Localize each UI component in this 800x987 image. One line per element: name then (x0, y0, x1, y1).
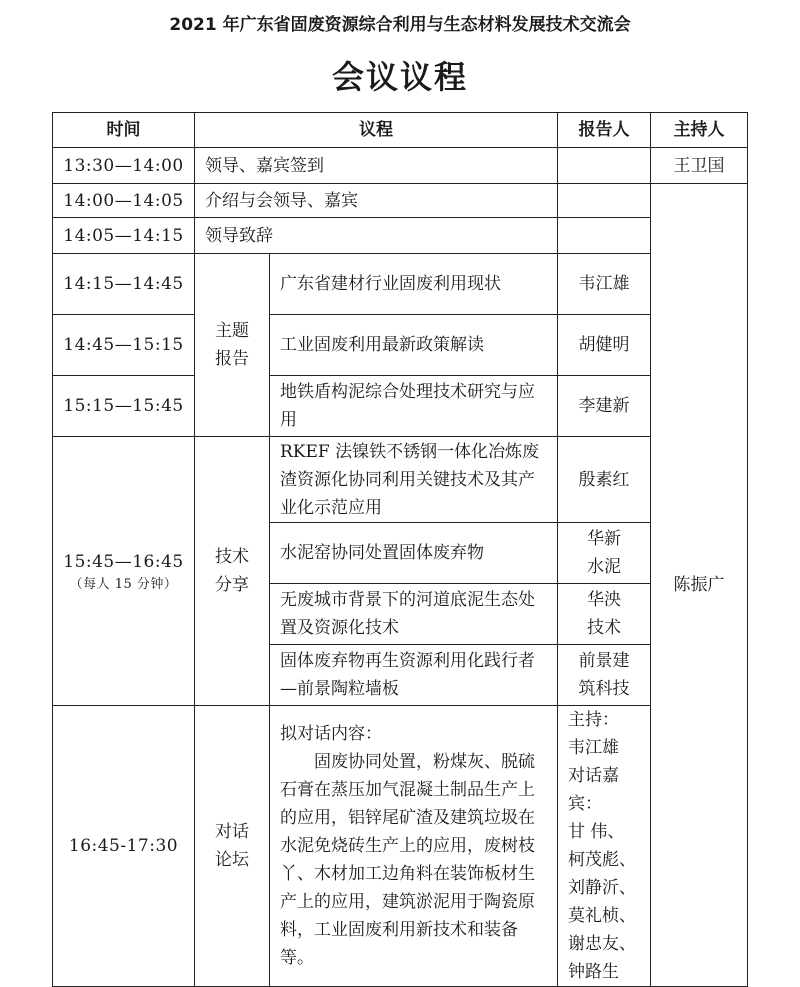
forum-speaker-line: 宾： (568, 794, 602, 814)
row-time: 13:30—14:00 (53, 148, 195, 184)
row-item: 固体废弃物再生资源利用化践行者—前景陶粒墙板 (270, 645, 558, 706)
table-row (53, 184, 748, 218)
forum-group-line: 论坛 (215, 850, 249, 870)
row-speaker (558, 523, 651, 584)
forum-speaker-line: 甘 伟、 (568, 822, 625, 842)
row-item: RKEF 法镍铁不锈钢一体化冶炼废渣资源化协同利用关键技术及其产业化示范应用 (270, 437, 558, 523)
conference-title: 2021 年广东省固废资源综合利用与生态材料发展技术交流会 (169, 15, 631, 35)
row-item: 工业固废利用最新政策解读 (270, 315, 558, 376)
speaker-line: 华新 (587, 529, 621, 549)
table-row (53, 376, 748, 437)
speaker-line: 技术 (587, 618, 621, 638)
tech-group-line: 分享 (215, 575, 249, 595)
table-row (53, 254, 748, 315)
forum-speaker-line: 钟路生 (568, 962, 619, 982)
row-item: 介绍与会领导、嘉宾 (195, 184, 558, 218)
host-cell: 王卫国 (651, 148, 748, 184)
tech-time: 15:45—16:45 (63, 552, 184, 572)
forum-speaker-line: 主持： (568, 710, 619, 730)
speaker-line: 殷素红 (578, 469, 630, 490)
row-time: 14:00—14:05 (53, 184, 195, 218)
forum-speaker-line: 刘静沂、 (568, 878, 636, 898)
row-time: 14:05—14:15 (53, 218, 195, 254)
speaker-line: 华泱 (587, 590, 621, 610)
row-speaker (558, 148, 651, 184)
row-item: 水泥窑协同处置固体废弃物 (270, 523, 558, 584)
keynote-group-line: 主题 (215, 321, 249, 341)
header-agenda: 议程 (195, 113, 558, 148)
keynote-group-cell (195, 254, 270, 437)
row-speaker (558, 184, 651, 218)
forum-speaker-line: 谢忠友、 (568, 934, 636, 954)
row-speaker (558, 584, 651, 645)
agenda-title: 会议议程 (331, 58, 468, 96)
tech-time-cell (53, 437, 195, 706)
agenda-table (52, 112, 748, 987)
forum-content-label: 拟对话内容： (280, 724, 382, 744)
forum-speaker-line: 韦江雄 (568, 738, 619, 758)
speaker-line: 筑科技 (578, 679, 630, 699)
tech-group-line: 技术 (215, 547, 249, 567)
table-row (53, 437, 748, 523)
tech-group-cell (195, 437, 270, 706)
header-host: 主持人 (651, 113, 748, 148)
row-speaker (558, 437, 651, 523)
forum-speaker-line: 莫礼桢、 (568, 906, 636, 926)
row-time: 14:15—14:45 (53, 254, 195, 315)
forum-speaker-line: 对话嘉 (568, 766, 619, 786)
row-time: 14:45—15:15 (53, 315, 195, 376)
header-speaker: 报告人 (558, 113, 651, 148)
table-row (53, 218, 748, 254)
tech-time-note: （每人 15 分钟） (69, 577, 178, 592)
header-time: 时间 (53, 113, 195, 148)
forum-content (270, 706, 558, 987)
row-item: 地铁盾构泥综合处理技术研究与应用 (270, 376, 558, 437)
speaker-line: 水泥 (587, 557, 621, 577)
forum-speaker-line: 柯茂彪、 (568, 850, 636, 870)
forum-group-line: 对话 (215, 822, 249, 842)
keynote-group-line: 报告 (215, 349, 249, 369)
row-speaker (558, 218, 651, 254)
host-main-cell: 陈振广 (651, 184, 748, 987)
forum-time: 16:45-17:30 (53, 706, 195, 987)
speaker-line: 前景建 (578, 651, 630, 671)
row-item: 广东省建材行业固废利用现状 (270, 254, 558, 315)
table-row (53, 706, 748, 987)
row-item: 无废城市背景下的河道底泥生态处置及资源化技术 (270, 584, 558, 645)
row-speaker: 韦江雄 (558, 254, 651, 315)
forum-group-cell (195, 706, 270, 987)
row-speaker: 李建新 (558, 376, 651, 437)
table-header-row (53, 113, 748, 148)
row-speaker: 胡健明 (558, 315, 651, 376)
forum-content-body: 固废协同处置，粉煤灰、脱硫石膏在蒸压加气混凝土制品生产上的应用，铝锌尾矿渣及建筑垃圾在水泥免烧砖生产上的应用，废树枝丫、木材加工边角料在装饰板材生产上的应用，建筑淤泥用于陶瓷原料，工业固废利用新技术和装备等。 (280, 752, 535, 968)
row-item: 领导致辞 (195, 218, 558, 254)
row-speaker (558, 645, 651, 706)
row-item: 领导、嘉宾签到 (195, 148, 558, 184)
table-row (53, 315, 748, 376)
table-row (53, 148, 748, 184)
row-time: 15:15—15:45 (53, 376, 195, 437)
forum-speakers (558, 706, 651, 987)
